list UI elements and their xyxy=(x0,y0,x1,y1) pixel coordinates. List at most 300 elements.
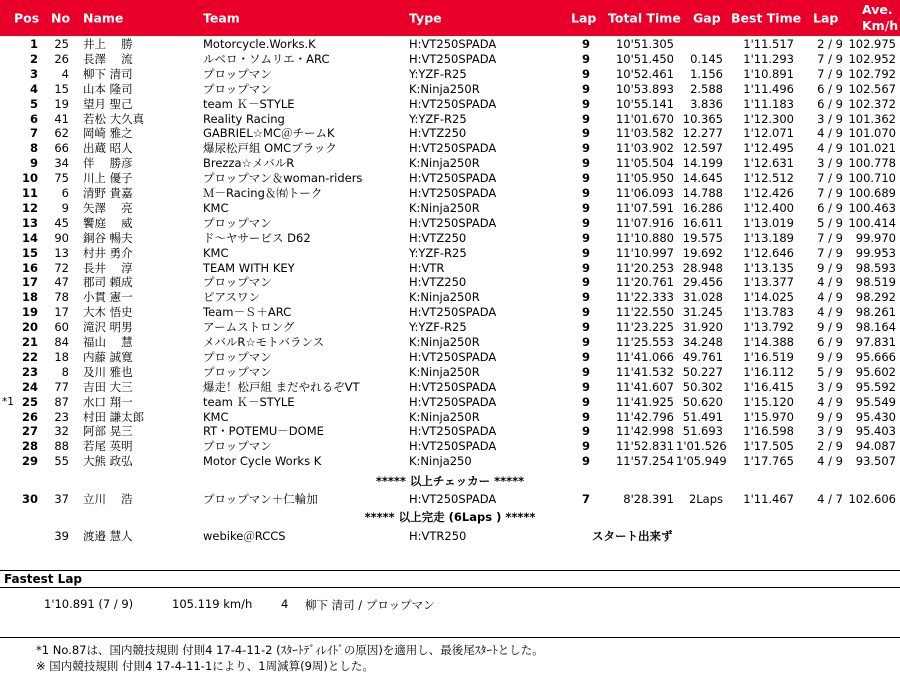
row-team: GABRIEL☆MC＠チームK xyxy=(203,126,335,141)
row-ave: 98.261 xyxy=(855,305,896,320)
row-pos: 18 xyxy=(21,290,38,305)
row-best-time: 1'12.426 xyxy=(743,186,794,200)
result-row xyxy=(0,82,900,97)
row-pos: 27 xyxy=(21,424,38,439)
result-row xyxy=(0,141,900,156)
row-no: 90 xyxy=(54,230,69,245)
row-team: プロップマン xyxy=(203,439,272,454)
row-total-time: 10'51.305 xyxy=(615,37,674,51)
row-total-time: 11'22.550 xyxy=(615,305,674,320)
result-row xyxy=(0,290,900,305)
dns-row xyxy=(0,529,900,544)
row-team: プロップマン＆woman-riders xyxy=(203,171,363,186)
row-ave: 99.970 xyxy=(855,230,896,245)
result-row xyxy=(0,395,900,410)
row-ave: 99.953 xyxy=(855,245,896,260)
result-row xyxy=(0,365,900,380)
row-best-time: 1'11.467 xyxy=(743,492,794,506)
row-best-lap: 9 / 9 xyxy=(817,409,843,424)
row-ave: 94.087 xyxy=(855,439,896,454)
row-gap: 1'05.949 xyxy=(676,454,727,469)
row-team: ルベロ・ソムリエ・ARC xyxy=(203,51,330,66)
row-best-time: 1'12.495 xyxy=(743,141,794,156)
header-ave: Ave. xyxy=(862,2,893,17)
row-name: 及川 雅也 xyxy=(83,364,133,379)
row-no: 77 xyxy=(54,379,69,394)
row-pos: 30 xyxy=(21,492,38,506)
row-gap: 29.456 xyxy=(682,275,723,290)
row-no: 88 xyxy=(54,439,69,454)
row-name: 矢澤 亮 xyxy=(83,200,133,215)
row-gap: 31.245 xyxy=(682,305,723,320)
row-gap: 12.597 xyxy=(682,141,723,156)
row-ave: 98.164 xyxy=(855,320,896,335)
row-name: 福山 慧 xyxy=(83,335,133,349)
row-best-lap: 7 / 9 xyxy=(817,51,843,66)
row-team: TEAM WITH KEY xyxy=(203,260,295,275)
row-gap: 19.692 xyxy=(682,245,723,260)
row-team: Brezza☆メバルR xyxy=(203,156,295,171)
row-lap: 9 xyxy=(581,439,590,454)
row-pos: 25 xyxy=(21,394,38,409)
header-lap: Lap xyxy=(571,10,597,26)
row-pos: 8 xyxy=(29,141,38,156)
row-no: 84 xyxy=(54,335,69,349)
result-row-30 xyxy=(0,492,900,507)
row-lap: 9 xyxy=(581,275,590,290)
finish-note: ***** 以上完走 (6Laps ) ***** xyxy=(364,510,536,524)
row-total-time: 11'57.254 xyxy=(615,454,674,469)
row-name: 小貫 憲一 xyxy=(83,290,133,305)
row-gap: 50.620 xyxy=(682,394,723,409)
row-best-time: 1'11.517 xyxy=(743,37,794,51)
row-no: 4 xyxy=(61,66,69,81)
row-gap: 1'01.526 xyxy=(676,439,727,454)
checker-note: ***** 以上チェッカー ***** xyxy=(375,474,525,488)
row-total-time: 11'05.950 xyxy=(615,171,674,186)
row-team: 爆尿松戸組 OMCブラック xyxy=(203,141,337,156)
row-name: 望月 聖己 xyxy=(83,96,133,111)
row-best-time: 1'12.631 xyxy=(743,156,794,171)
row-team: KMC xyxy=(203,245,229,260)
row-type: H:VTZ250 xyxy=(409,230,467,245)
row-gap: 50.227 xyxy=(682,364,723,379)
row-best-time: 1'17.765 xyxy=(743,454,794,469)
row-pos: 28 xyxy=(21,439,38,454)
row-type: H:VT250SPADA xyxy=(409,51,497,66)
row-best-time: 1'16.519 xyxy=(743,349,794,364)
row-best-lap: 7 / 9 xyxy=(817,171,843,186)
row-lap: 9 xyxy=(581,290,590,305)
row-total-time: 11'07.916 xyxy=(615,215,674,230)
row-team: プロップマン＋仁輪加 xyxy=(203,492,318,506)
row-no: 39 xyxy=(54,529,69,543)
row-type: H:VT250SPADA xyxy=(409,171,497,186)
row-lap: 9 xyxy=(581,200,590,215)
row-type: K:Ninja250 xyxy=(409,454,472,469)
row-type: Y:YZF-R25 xyxy=(409,111,467,126)
row-best-time: 1'11.183 xyxy=(743,96,794,111)
result-row xyxy=(0,171,900,186)
fastest-lap-speed: 105.119 km/h xyxy=(172,597,253,611)
row-no: 23 xyxy=(54,409,69,424)
row-team: KMC xyxy=(203,200,229,215)
row-team: メバルR☆モトバランス xyxy=(203,335,325,349)
row-no: 15 xyxy=(54,81,69,96)
row-best-lap: 7 / 9 xyxy=(817,245,843,260)
header-name: Name xyxy=(83,10,124,26)
row-mark: *1 xyxy=(2,395,14,408)
result-row xyxy=(0,261,900,276)
row-pos: 17 xyxy=(21,275,38,290)
header-best-lap: Lap xyxy=(813,10,839,26)
row-pos: 9 xyxy=(29,156,38,171)
row-name: 山本 隆司 xyxy=(83,81,133,96)
row-team: RT・POTEMU－DOME xyxy=(203,424,324,439)
row-type: K:Ninja250R xyxy=(409,335,480,349)
row-no: 47 xyxy=(54,275,69,290)
row-name: 清野 貴嘉 xyxy=(83,186,133,200)
row-best-lap: 3 / 9 xyxy=(817,111,843,126)
row-team: Ｍ－Racing＆㈲トーク xyxy=(203,186,323,200)
row-pos: 26 xyxy=(21,409,38,424)
row-gap: 31.920 xyxy=(682,320,723,335)
row-no: 75 xyxy=(54,171,69,186)
row-gap: 10.365 xyxy=(682,111,723,126)
row-gap: 3.836 xyxy=(690,96,723,111)
row-best-time: 1'12.300 xyxy=(743,111,794,126)
row-best-lap: 4 / 9 xyxy=(817,290,843,305)
footnote: *1 No.87は、国内競技規則 付則4 17-4-11-2 (ｽﾀｰﾄﾃﾞｨﾚｲﾄﾞの原因)を適用し、最後尾ｽﾀｰﾄとした。 xyxy=(36,643,544,657)
row-gap: 14.199 xyxy=(682,156,723,171)
row-team: プロップマン xyxy=(203,215,272,230)
row-type: H:VT250SPADA xyxy=(409,492,497,506)
row-ave: 93.507 xyxy=(855,454,896,469)
row-ave: 97.831 xyxy=(855,335,896,349)
row-team: Reality Racing xyxy=(203,111,285,126)
row-total-time: 11'42.998 xyxy=(615,424,674,439)
row-no: 9 xyxy=(61,200,69,215)
row-gap: 28.948 xyxy=(682,260,723,275)
row-gap: 2Laps xyxy=(688,492,723,506)
row-best-time: 1'13.135 xyxy=(743,260,794,275)
row-no: 37 xyxy=(54,492,69,506)
row-name: 渡邉 慧人 xyxy=(83,529,133,543)
row-type: H:VT250SPADA xyxy=(409,37,497,51)
result-row xyxy=(0,439,900,454)
row-best-lap: 4 / 9 xyxy=(817,394,843,409)
row-total-time: 10'51.450 xyxy=(615,51,674,66)
row-total-time: 11'22.333 xyxy=(615,290,674,305)
row-best-lap: 4 / 7 xyxy=(817,492,843,506)
row-team: 爆走！松戸組 まだやれるぞVT xyxy=(203,379,360,394)
row-type: H:VT250SPADA xyxy=(409,379,497,394)
row-best-lap: 6 / 9 xyxy=(817,335,843,349)
row-best-time: 1'12.400 xyxy=(743,200,794,215)
header-best-time: Best Time xyxy=(731,10,802,26)
row-type: K:Ninja250R xyxy=(409,364,480,379)
row-total-time: 11'20.253 xyxy=(615,260,674,275)
header-pos: Pos xyxy=(14,10,40,26)
row-pos: 13 xyxy=(21,215,38,230)
row-team: プロップマン xyxy=(203,66,272,81)
row-best-lap: 2 / 9 xyxy=(817,37,843,51)
row-best-lap: 5 / 9 xyxy=(817,215,843,230)
fastest-lap-time: 1'10.891 (7 / 9) xyxy=(44,597,134,611)
row-no: 18 xyxy=(54,349,69,364)
row-total-time: 11'41.925 xyxy=(615,394,674,409)
row-type: H:VT250SPADA xyxy=(409,186,497,200)
row-type: H:VT250SPADA xyxy=(409,215,497,230)
row-lap: 7 xyxy=(581,492,590,506)
row-type: H:VT250SPADA xyxy=(409,394,497,409)
row-total-time: 11'20.761 xyxy=(615,275,674,290)
row-total-time: 8'28.391 xyxy=(623,492,674,506)
row-best-lap: 2 / 9 xyxy=(817,439,843,454)
header-kmh: Km/h xyxy=(862,18,899,33)
row-best-lap: 4 / 9 xyxy=(817,454,843,469)
row-best-lap: 9 / 9 xyxy=(817,260,843,275)
row-team: webike＠RCCS xyxy=(203,529,286,543)
dns-status: スタート出来ず xyxy=(592,529,673,543)
row-gap: 12.277 xyxy=(682,126,723,141)
row-best-time: 1'16.112 xyxy=(743,364,794,379)
row-lap: 9 xyxy=(581,230,590,245)
fastest-lap-title: Fastest Lap xyxy=(4,572,82,586)
row-gap: 19.575 xyxy=(682,230,723,245)
row-team: プロップマン xyxy=(203,81,272,96)
divider xyxy=(0,570,900,571)
row-total-time: 11'10.997 xyxy=(615,245,674,260)
row-type: H:VTZ250 xyxy=(409,126,467,141)
row-team: KMC xyxy=(203,409,229,424)
row-lap: 9 xyxy=(581,409,590,424)
row-name: 井上 勝 xyxy=(83,37,133,51)
row-type: Y:YZF-R25 xyxy=(409,320,467,335)
row-best-lap: 7 / 9 xyxy=(817,66,843,81)
row-lap: 9 xyxy=(581,260,590,275)
row-lap: 9 xyxy=(581,156,590,171)
row-lap: 9 xyxy=(581,349,590,364)
row-pos: 4 xyxy=(29,81,38,96)
row-ave: 101.362 xyxy=(848,111,896,126)
row-pos: 19 xyxy=(21,305,38,320)
row-ave: 95.592 xyxy=(855,379,896,394)
row-name: 饗庭 威 xyxy=(83,215,133,230)
row-type: H:VTR250 xyxy=(409,529,467,543)
row-best-lap: 4 / 9 xyxy=(817,275,843,290)
row-best-lap: 6 / 9 xyxy=(817,96,843,111)
row-total-time: 11'41.532 xyxy=(615,364,674,379)
row-lap: 9 xyxy=(581,126,590,141)
row-lap: 9 xyxy=(581,96,590,111)
row-pos: 15 xyxy=(21,245,38,260)
row-best-lap: 3 / 9 xyxy=(817,379,843,394)
row-pos: 10 xyxy=(21,171,38,186)
row-no: 32 xyxy=(54,424,69,439)
row-gap: 0.145 xyxy=(690,51,723,66)
row-pos: 3 xyxy=(29,66,38,81)
row-best-time: 1'11.496 xyxy=(743,81,794,96)
row-name: 柳下 清司 xyxy=(83,66,133,81)
row-total-time: 11'23.225 xyxy=(615,320,674,335)
row-no: 72 xyxy=(54,260,69,275)
row-gap: 16.611 xyxy=(682,215,723,230)
row-best-time: 1'17.505 xyxy=(743,439,794,454)
result-row xyxy=(0,156,900,171)
row-ave: 98.292 xyxy=(855,290,896,305)
row-name: 郡司 頼成 xyxy=(83,275,133,290)
row-total-time: 11'03.582 xyxy=(615,126,674,141)
row-no: 13 xyxy=(54,245,69,260)
row-team: ピアスワン xyxy=(203,290,261,305)
row-ave: 95.549 xyxy=(855,394,896,409)
row-ave: 100.778 xyxy=(848,156,896,171)
result-row xyxy=(0,350,900,365)
row-ave: 95.666 xyxy=(855,349,896,364)
row-type: K:Ninja250R xyxy=(409,200,480,215)
row-gap: 51.491 xyxy=(682,409,723,424)
row-best-time: 1'13.019 xyxy=(743,215,794,230)
row-team: ド～ヤサービス D62 xyxy=(203,230,311,245)
row-name: 滝沢 明男 xyxy=(83,320,133,335)
row-best-time: 1'11.293 xyxy=(743,51,794,66)
result-row xyxy=(0,275,900,290)
row-type: H:VTR xyxy=(409,260,445,275)
row-lap: 9 xyxy=(581,424,590,439)
row-total-time: 11'41.066 xyxy=(615,349,674,364)
row-total-time: 11'05.504 xyxy=(615,156,674,171)
row-ave: 95.403 xyxy=(855,424,896,439)
row-team: プロップマン xyxy=(203,349,272,364)
row-name: 大木 悟史 xyxy=(83,305,133,320)
row-team: Motorcycle.Works.K xyxy=(203,37,316,51)
row-ave: 102.372 xyxy=(848,96,896,111)
row-pos: 14 xyxy=(21,230,38,245)
row-no: 55 xyxy=(54,454,69,469)
row-lap: 9 xyxy=(581,215,590,230)
result-row xyxy=(0,97,900,112)
row-pos: 2 xyxy=(29,51,38,66)
results-header xyxy=(0,0,900,36)
row-team: Team－Ｓ＋ARC xyxy=(203,305,292,320)
row-best-lap: 7 / 9 xyxy=(817,230,843,245)
row-ave: 102.952 xyxy=(848,51,896,66)
row-lap: 9 xyxy=(581,245,590,260)
row-pos: 29 xyxy=(21,454,38,469)
row-pos: 1 xyxy=(29,37,38,51)
row-best-lap: 4 / 9 xyxy=(817,305,843,320)
result-row xyxy=(0,231,900,246)
row-name: 大熊 政弘 xyxy=(83,454,133,469)
row-no: 60 xyxy=(54,320,69,335)
row-best-time: 1'15.970 xyxy=(743,409,794,424)
row-lap: 9 xyxy=(581,305,590,320)
row-no: 41 xyxy=(54,111,69,126)
row-pos: 23 xyxy=(21,364,38,379)
row-name: 川上 優子 xyxy=(83,171,133,186)
row-gap: 31.028 xyxy=(682,290,723,305)
result-row xyxy=(0,52,900,67)
row-best-time: 1'14.025 xyxy=(743,290,794,305)
result-row xyxy=(0,320,900,335)
row-gap: 16.286 xyxy=(682,200,723,215)
header-type: Type xyxy=(409,10,442,26)
row-pos: 12 xyxy=(21,200,38,215)
row-ave: 102.792 xyxy=(848,66,896,81)
row-total-time: 11'10.880 xyxy=(615,230,674,245)
row-best-time: 1'12.646 xyxy=(743,245,794,260)
row-type: K:Ninja250R xyxy=(409,290,480,305)
row-gap: 50.302 xyxy=(682,379,723,394)
row-name: 伴 勝彦 xyxy=(83,156,133,171)
row-team: プロップマン xyxy=(203,364,272,379)
row-lap: 9 xyxy=(581,81,590,96)
row-total-time: 10'53.893 xyxy=(615,81,674,96)
row-total-time: 11'06.093 xyxy=(615,186,674,200)
row-best-lap: 3 / 9 xyxy=(817,156,843,171)
row-total-time: 10'52.461 xyxy=(615,66,674,81)
row-pos: 22 xyxy=(21,349,38,364)
row-total-time: 11'03.902 xyxy=(615,141,674,156)
row-lap: 9 xyxy=(581,66,590,81)
fastest-lap-no: 4 xyxy=(281,597,289,611)
row-ave: 102.975 xyxy=(848,37,896,51)
row-lap: 9 xyxy=(581,454,590,469)
row-type: K:Ninja250R xyxy=(409,409,480,424)
row-no: 34 xyxy=(54,156,69,171)
row-name: 村田 謙太郎 xyxy=(83,409,145,424)
row-type: K:Ninja250R xyxy=(409,81,480,96)
row-no: 6 xyxy=(61,186,69,200)
header-total-time: Total Time xyxy=(608,10,681,26)
row-best-lap: 3 / 9 xyxy=(817,424,843,439)
header-no: No xyxy=(51,10,71,26)
result-row xyxy=(0,424,900,439)
row-best-time: 1'15.120 xyxy=(743,394,794,409)
row-best-lap: 4 / 9 xyxy=(817,126,843,141)
row-ave: 100.414 xyxy=(848,215,896,230)
result-row xyxy=(0,37,900,52)
row-best-time: 1'12.071 xyxy=(743,126,794,141)
row-total-time: 11'52.831 xyxy=(615,439,674,454)
row-gap: 1.156 xyxy=(690,66,723,81)
result-row xyxy=(0,246,900,261)
row-no: 26 xyxy=(54,51,69,66)
row-no: 66 xyxy=(54,141,69,156)
result-row xyxy=(0,335,900,350)
row-pos: 21 xyxy=(21,335,38,349)
row-best-time: 1'14.388 xyxy=(743,335,794,349)
result-row xyxy=(0,126,900,141)
row-gap: 49.761 xyxy=(682,349,723,364)
result-row xyxy=(0,454,900,469)
row-no: 19 xyxy=(54,96,69,111)
row-name: 吉田 大三 xyxy=(83,379,133,394)
row-lap: 9 xyxy=(581,171,590,186)
row-ave: 98.519 xyxy=(855,275,896,290)
row-type: K:Ninja250R xyxy=(409,156,480,171)
row-type: H:VTZ250 xyxy=(409,275,467,290)
row-total-time: 11'41.607 xyxy=(615,379,674,394)
row-type: Y:YZF-R25 xyxy=(409,66,467,81)
row-best-time: 1'13.377 xyxy=(743,275,794,290)
row-ave: 100.463 xyxy=(848,200,896,215)
row-pos: 24 xyxy=(21,379,38,394)
row-best-lap: 7 / 9 xyxy=(817,186,843,200)
row-name: 立川 浩 xyxy=(83,492,133,506)
row-lap: 9 xyxy=(581,37,590,51)
